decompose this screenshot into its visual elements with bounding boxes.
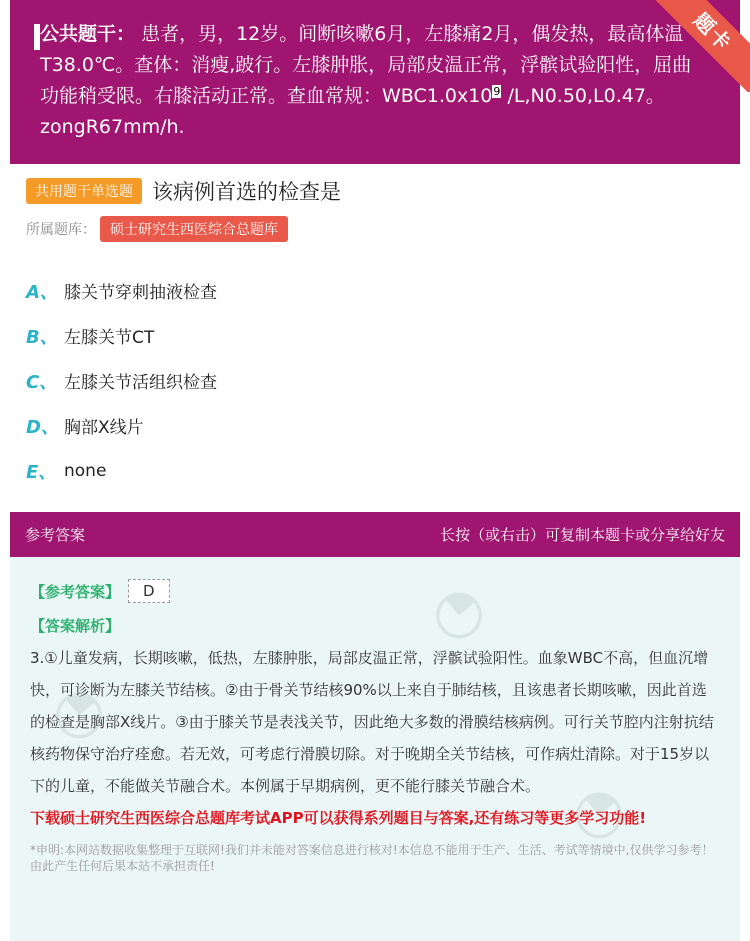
- question-title: 该病例首选的检查是: [152, 180, 341, 204]
- answer-header-title: 参考答案: [25, 526, 86, 544]
- share-hint[interactable]: 长按（或右击）可复制本题卡或分享给好友: [439, 526, 725, 544]
- option-letter: E、: [26, 461, 57, 483]
- watermark-logo: ◔: [33, 668, 119, 756]
- answer-header: [10, 512, 740, 557]
- question-row: [26, 176, 341, 206]
- option-letter: B、: [26, 326, 58, 348]
- stem-label: 公共题干：: [40, 23, 136, 45]
- option-text: 左膝关节活组织检查: [64, 373, 217, 393]
- question-stem-panel: [10, 0, 740, 164]
- option-text: none: [64, 460, 107, 481]
- stem-accent-bar: [34, 24, 40, 50]
- option-c[interactable]: [26, 358, 217, 403]
- option-a[interactable]: [26, 268, 217, 313]
- app-promo-link[interactable]: 下载硕士研究生西医综合总题库考试APP可以获得系列题目与答案,还有练习等更多学习功能!: [30, 809, 647, 827]
- option-text: 左膝关节CT: [64, 328, 155, 348]
- corner-badge: [650, 0, 750, 92]
- corner-badge-label: 题卡: [650, 0, 750, 92]
- analysis-text: 3.①儿童发病，长期咳嗽，低热，左膝肿胀，局部皮温正常，浮髌试验阳性。血象WBC不高，但血沉增快，可诊断为左膝关节结核。②由于骨关节结核90%以上来自于肺结核，且该患者长期咳嗽，因此首选的检查是胸部X线片。③由于膝关节是表浅关节，因此绝大多数的滑膜结核病例。可行关节腔内注射抗结核药物保守治疗痊愈。若无效，可考虑行滑膜切除。对于晚期全关节结核，可作病灶清除。对于15岁以下的儿童，不能做关节融合术。本例属于早期病例，更不能行膝关节融合术。: [30, 649, 714, 795]
- option-text: 膝关节穿刺抽液检查: [64, 283, 217, 303]
- option-letter: D、: [26, 416, 59, 438]
- option-text: 胸部X线片: [64, 418, 144, 438]
- option-e[interactable]: [26, 448, 217, 493]
- answer-body: [10, 557, 740, 941]
- disclaimer-text: *申明:本网站数据收集整理于互联网!我们并未能对答案信息进行核对!本信息不能用于生产、生活、考试等情境中,仅供学习参考！由此产生任何后果本站不承担责任!: [30, 843, 714, 873]
- stem-body: 患者，男，12岁。间断咳嗽6月，左膝痛2月，偶发热，最高体温T38.0℃。查体：消瘦,跛行。左膝肿胀，局部皮温正常，浮髌试验阳性，屈曲功能稍受限。右膝活动正常。查血常规：WBC1.0x10: [40, 23, 692, 107]
- bank-link[interactable]: 硕士研究生西医综合总题库: [100, 216, 288, 242]
- analysis-label: 【答案解析】: [30, 617, 121, 635]
- options-list: [26, 268, 217, 493]
- stem-superscript: 9: [493, 84, 501, 98]
- option-d[interactable]: [26, 403, 217, 448]
- bank-label: 所属题库：: [26, 222, 96, 238]
- watermark-logo: ◔: [413, 568, 499, 656]
- option-letter: A、: [26, 281, 58, 303]
- reference-answer-value: D: [128, 579, 170, 603]
- question-type-tag: 共用题干单选题: [26, 178, 142, 204]
- bank-row: [26, 216, 288, 242]
- reference-answer-label: 【参考答案】: [30, 582, 121, 601]
- watermark-logo: ◔: [553, 768, 639, 856]
- reference-answer-row: [30, 579, 720, 603]
- stem-body-after: /L,N0.50,L0.47。zongR67mm/h.: [40, 85, 665, 138]
- option-b[interactable]: [26, 313, 217, 358]
- option-letter: C、: [26, 371, 58, 393]
- stem-text-block: [40, 19, 700, 143]
